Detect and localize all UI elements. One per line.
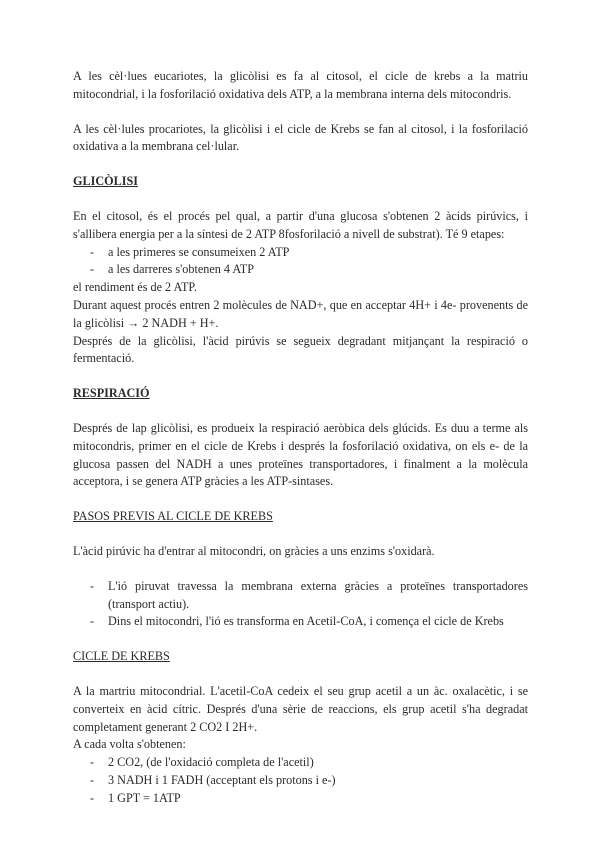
heading-glicolisi: GLICÒLISI bbox=[73, 174, 139, 189]
list-item: - 3 NADH i 1 FADH (acceptant els protons i e-) bbox=[73, 772, 528, 790]
krebs-list bbox=[73, 754, 528, 807]
dash-bullet: - bbox=[90, 614, 95, 629]
list-item: - L'ió piruvat travessa la membrana externa gràcies a proteïnes transportadores (transport actiu). bbox=[90, 578, 528, 611]
list-item: - a les primeres se consumeixen 2 ATP bbox=[73, 244, 528, 262]
dash-bullet: - bbox=[90, 755, 95, 770]
list-item: - Dins el mitocondri, l'ió es transforma en Acetil-CoA, i comença el cicle de Krebs bbox=[73, 613, 528, 631]
list-item: - a les darreres s'obtenen 4 ATP bbox=[73, 261, 528, 279]
respiracio-paragraph: Després de lap glicòlisi, es produeix la respiració aeròbica dels glúcids. Es duu a terme als mitocondris, primer en el cicle de Krebs i després la fosforilació oxidativa, on els e- de la glucosa passen del NADH a unes proteïnes transportadores, i finalment a la molècula acceptora, i se genera ATP gràcies a les ATP-sintases. bbox=[73, 420, 528, 489]
dash-bullet: - bbox=[90, 578, 95, 593]
dash-bullet: - bbox=[90, 244, 95, 259]
list-item: - 2 CO2, (de l'oxidació completa de l'acetil) bbox=[73, 754, 528, 772]
heading-pasos-previs: PASOS PREVIS AL CICLE DE KREBS bbox=[73, 509, 273, 524]
list-item: - 1 GPT = 1ATP bbox=[73, 790, 528, 808]
dash-bullet: - bbox=[90, 790, 95, 805]
intro-paragraph-eucariotes: A les cèl·lues eucariotes, la glicòlisi es fa al citosol, el cicle de krebs a la matriu mitocondrial, i la fosforilació oxidativa dels ATP, a la membrana interna dels mitocondris. bbox=[73, 69, 528, 101]
dash-bullet: - bbox=[90, 772, 95, 787]
heading-respiracio: RESPIRACIÓ bbox=[73, 386, 150, 401]
heading-cicle-krebs: CICLE DE KREBS bbox=[73, 649, 170, 664]
dash-bullet: - bbox=[90, 262, 95, 277]
glicolisi-rendiment: el rendiment és de 2 ATP. bbox=[73, 280, 197, 295]
glicolisi-list bbox=[73, 244, 528, 280]
document-page bbox=[73, 68, 528, 808]
glicolisi-nad: Durant aquest procés entren 2 molècules de NAD+, que en acceptar 4H+ i 4e- provenents de la glicòlisi → 2 NADH + H+. bbox=[73, 297, 528, 330]
pasos-paragraph: L'àcid pirúvic ha d'entrar al mitocondri, on gràcies a uns enzims s'oxidarà. bbox=[73, 543, 435, 558]
glicolisi-paragraph: En el citosol, és el procés pel qual, a partir d'una glucosa s'obtenen 2 àcids pirúvics, i s'allibera energia per a la síntesi de 2 ATP 8fosforilació a nivell de substrat). Té 9 etapes: bbox=[73, 208, 528, 241]
krebs-cada-volta: A cada volta s'obtenen: bbox=[73, 737, 186, 752]
pasos-list bbox=[73, 578, 528, 631]
krebs-paragraph: A la martriu mitocondrial. L'acetil-CoA cedeix el seu grup acetil a un àc. oxalacètic, i se converteix en àcid cítric. Després d'una sèrie de reaccions, els grup acetil s'ha degradat completament generant 2 CO2 I 2H+. bbox=[73, 683, 528, 734]
glicolisi-despres: Després de la glicòlisi, l'àcid pirúvis se segueix degradant mitjançant la respiració o fermentació. bbox=[73, 333, 528, 366]
intro-paragraph-procariotes: A les cèl·lules procariotes, la glicòlisi i el cicle de Krebs se fan al citosol, i la fosforilació oxidativa a la membrana cel·lular. bbox=[73, 121, 528, 154]
